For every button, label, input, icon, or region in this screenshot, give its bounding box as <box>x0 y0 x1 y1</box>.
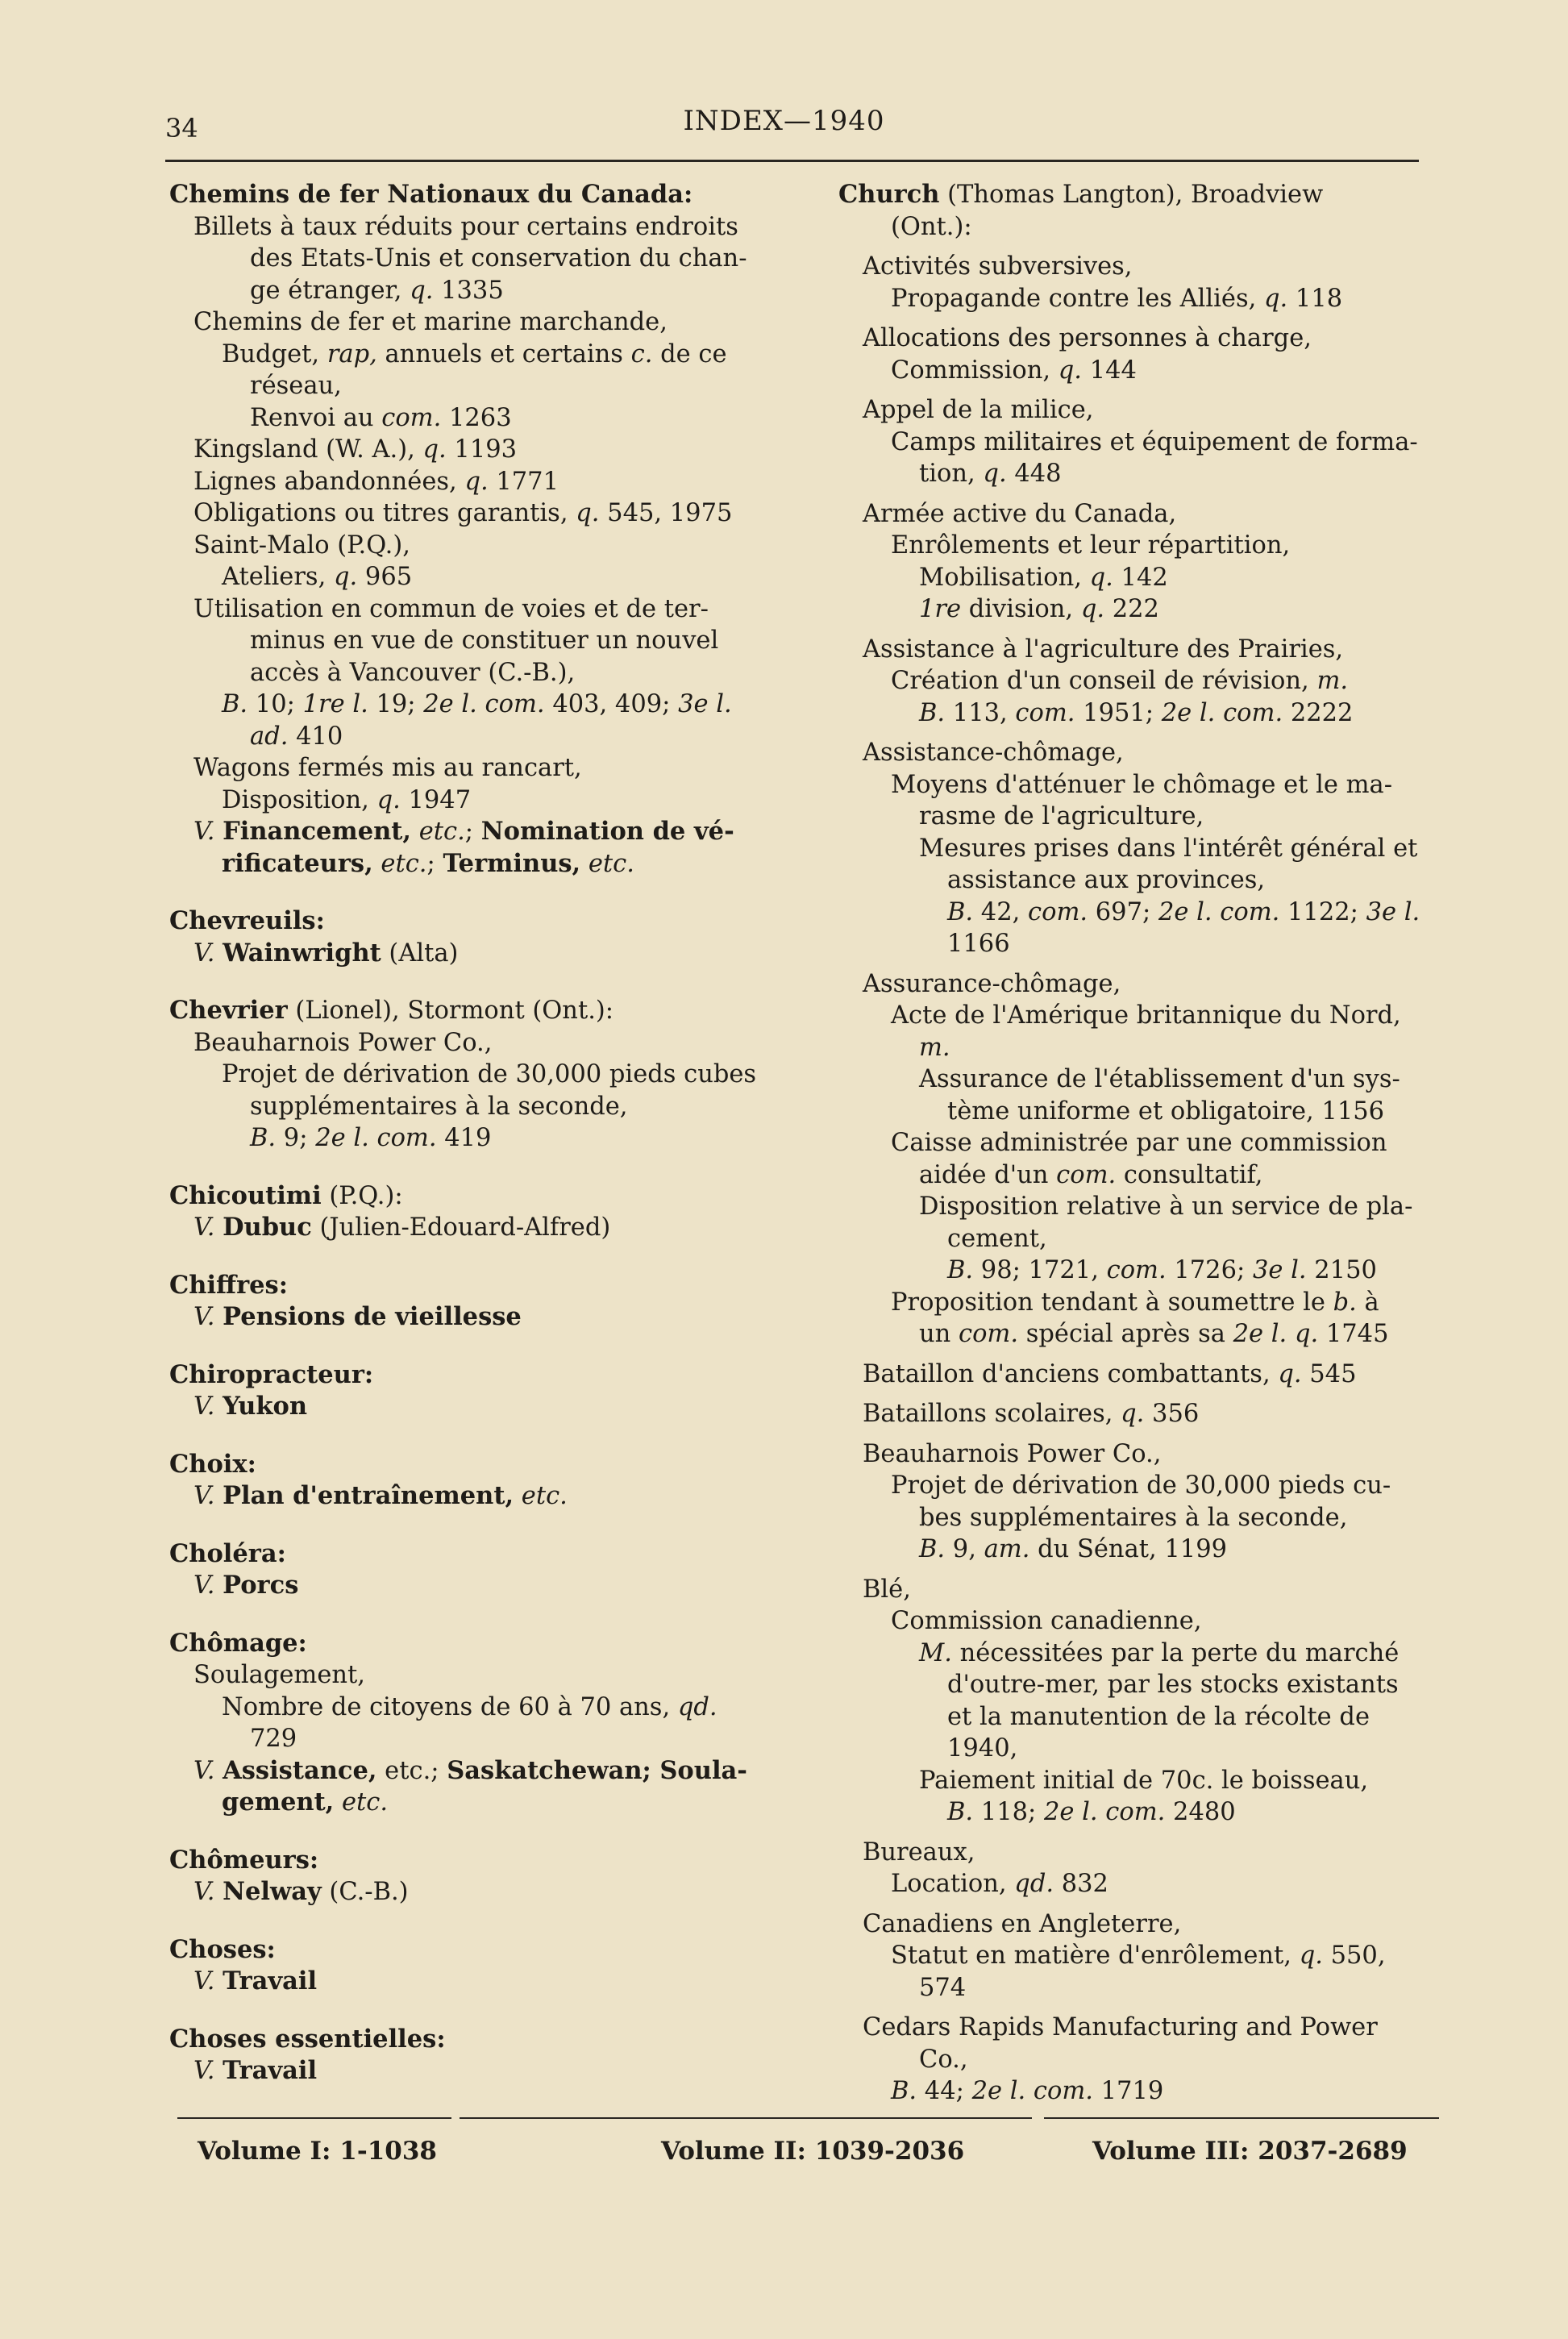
index-line: Assurance-chômage, <box>863 969 1121 998</box>
index-line: assistance aux provinces, <box>947 866 1266 894</box>
index-line: Camps militaires et équipement de forma- <box>891 427 1418 456</box>
index-line: supplémentaires à la seconde, <box>250 1092 628 1121</box>
index-entry <box>838 1837 1435 1900</box>
index-line: Mobilisation, q. 142 <box>919 563 1168 592</box>
index-line: Chômage: <box>169 1628 307 1658</box>
index-line: m. <box>919 1033 950 1062</box>
index-line: Choses: <box>169 1934 276 1964</box>
index-line: 574 <box>919 1973 967 2002</box>
index-line: gement, etc. <box>222 1788 389 1817</box>
index-line: Bataillons scolaires, q. 356 <box>863 1400 1200 1428</box>
index-line: Projet de dérivation de 30,000 pieds cubes <box>222 1060 757 1088</box>
index-line: Wagons fermés mis au rancart, <box>193 754 582 782</box>
index-line: Chemins de fer Nationaux du Canada: <box>169 180 693 209</box>
index-line: V. Pensions de vieillesse <box>193 1302 522 1331</box>
index-line: rasme de l'agriculture, <box>919 802 1204 830</box>
index-entry <box>169 995 790 1155</box>
index-entry <box>838 1438 1435 1566</box>
footer-volume-2: Volume II: 1039-2036 <box>661 2137 965 2166</box>
index-line: Church (Thomas Langton), Broadview <box>838 180 1324 209</box>
index-line: V. Yukon <box>193 1392 308 1421</box>
index-line: Assurance de l'établissement d'un sys- <box>919 1065 1400 1093</box>
index-line: Canadiens en Angleterre, <box>863 1909 1182 1938</box>
index-entry <box>838 323 1435 386</box>
index-line: Moyens d'atténuer le chômage et le ma- <box>891 770 1393 799</box>
index-line: Choléra: <box>169 1538 286 1568</box>
index-line: V. Dubuc (Julien-Edouard-Alfred) <box>193 1213 611 1242</box>
index-line: Ateliers, q. 965 <box>222 563 413 591</box>
index-line: 1940, <box>947 1734 1018 1763</box>
index-entry <box>169 2024 790 2087</box>
footer-rule-1 <box>177 2117 451 2119</box>
index-line: Location, qd. 832 <box>891 1870 1108 1898</box>
index-line: Obligations ou titres garantis, q. 545, 1975 <box>193 499 733 527</box>
index-line: M. nécessitées par la perte du marché <box>919 1638 1400 1667</box>
index-entry <box>169 1934 790 1998</box>
footer-volume-1: Volume I: 1-1038 <box>198 2137 437 2166</box>
index-line: V. Nelway (C.-B.) <box>193 1877 409 1906</box>
index-line: V. Travail <box>193 1967 318 1996</box>
index-entry <box>838 968 1435 1351</box>
index-line: Assistance-chômage, <box>863 739 1124 767</box>
index-line: Appel de la milice, <box>863 396 1094 424</box>
running-title: INDEX—1940 <box>683 105 885 137</box>
footer-volume-3: Volume III: 2037-2689 <box>1092 2137 1408 2166</box>
index-line: B. 118; 2e l. com. 2480 <box>947 1798 1236 1826</box>
index-entry <box>169 1449 790 1513</box>
index-line: Disposition relative à un service de pla- <box>919 1192 1413 1221</box>
index-line: Commission, q. 144 <box>891 356 1137 385</box>
index-line: B. 42, com. 697; 2e l. com. 1122; 3e l. <box>947 897 1420 926</box>
index-line: B. 98; 1721, com. 1726; 3e l. 2150 <box>947 1256 1377 1284</box>
index-entry <box>169 1180 790 1244</box>
index-line: Activités subversives, <box>863 252 1133 281</box>
index-line: minus en vue de constituer un nouvel <box>250 626 719 655</box>
index-line: rificateurs, etc.; Terminus, etc. <box>222 848 634 878</box>
index-line: 729 <box>250 1725 297 1753</box>
index-line: Saint-Malo (P.Q.), <box>193 531 410 560</box>
index-entry <box>169 1538 790 1602</box>
index-entry <box>169 1359 790 1423</box>
index-line: cement, <box>947 1224 1047 1253</box>
left-column <box>169 179 790 2113</box>
index-line: Choses essentielles: <box>169 2024 446 2054</box>
index-line: Renvoi au com. 1263 <box>250 403 512 432</box>
index-line: d'outre-mer, par les stocks existants <box>947 1671 1399 1699</box>
index-line: Acte de l'Amérique britannique du Nord, <box>891 1001 1401 1030</box>
index-line: Soulagement, <box>193 1661 365 1689</box>
header-rule <box>165 160 1419 162</box>
index-line: Chevrier (Lionel), Stormont (Ont.): <box>169 996 614 1025</box>
index-entry <box>169 1845 790 1908</box>
index-line: Caisse administrée par une commission <box>891 1129 1387 1157</box>
index-line: Cedars Rapids Manufacturing and Power <box>863 2013 1378 2041</box>
index-line: Chiropracteur: <box>169 1359 374 1389</box>
index-line: Commission canadienne, <box>891 1607 1202 1635</box>
index-line: Statut en matière d'enrôlement, q. 550, <box>891 1942 1386 1970</box>
index-line: Création d'un conseil de révision, m. <box>891 667 1349 695</box>
index-entry <box>838 1908 1435 2004</box>
index-line: Assistance à l'agriculture des Prairies, <box>863 635 1344 664</box>
index-line: ge étranger, q. 1335 <box>250 276 504 305</box>
index-line: Choix: <box>169 1449 256 1479</box>
index-line: Paiement initial de 70c. le boisseau, <box>919 1766 1369 1795</box>
index-line: Budget, rap, annuels et certains c. de ce <box>222 339 727 368</box>
index-line: B. 9, am. du Sénat, 1199 <box>919 1535 1228 1563</box>
index-line: accès à Vancouver (C.-B.), <box>250 658 576 687</box>
index-line: Chemins de fer et marine marchande, <box>193 308 668 336</box>
footer-rule-2 <box>460 2117 1032 2119</box>
index-entry <box>169 1270 790 1334</box>
index-entry <box>838 1398 1435 1430</box>
index-line: et la manutention de la récolte de <box>947 1702 1370 1731</box>
index-line: des Etats-Unis et conservation du chan- <box>250 244 747 273</box>
index-entry <box>838 2012 1435 2108</box>
index-entry <box>838 179 1435 243</box>
index-line: V. Porcs <box>193 1571 299 1600</box>
index-line: B. 9; 2e l. com. 419 <box>250 1124 492 1152</box>
index-entry <box>838 737 1435 960</box>
index-line: Propagande contre les Alliés, q. 118 <box>891 284 1343 313</box>
page-number: 34 <box>165 113 198 144</box>
index-line: ad. 410 <box>250 722 343 751</box>
right-column <box>838 179 1435 2116</box>
index-line: 1re division, q. 222 <box>919 595 1159 623</box>
index-line: Projet de dérivation de 30,000 pieds cu- <box>891 1471 1391 1500</box>
footer-rule-3 <box>1044 2117 1439 2119</box>
index-line: V. Travail <box>193 2056 318 2085</box>
index-entry <box>838 1574 1435 1829</box>
index-line: Nombre de citoyens de 60 à 70 ans, qd. <box>222 1692 717 1721</box>
index-line: (Ont.): <box>891 212 972 241</box>
index-entry <box>169 179 790 880</box>
index-line: Armée active du Canada, <box>863 499 1177 528</box>
index-line: Beauharnois Power Co., <box>863 1439 1162 1468</box>
index-line: Kingsland (W. A.), q. 1193 <box>193 435 518 464</box>
index-entry <box>838 634 1435 730</box>
index-line: Proposition tendant à soumettre le b. à <box>891 1288 1379 1317</box>
index-line: Mesures prises dans l'intérêt général et <box>919 834 1418 863</box>
index-line: Utilisation en commun de voies et de ter- <box>193 594 709 623</box>
index-line: aidée d'un com. consultatif, <box>919 1160 1263 1189</box>
index-entry <box>838 498 1435 626</box>
index-line: Beauharnois Power Co., <box>193 1028 493 1057</box>
index-line: un com. spécial après sa 2e l. q. 1745 <box>919 1320 1389 1348</box>
index-entry <box>838 394 1435 490</box>
index-line: Chômeurs: <box>169 1845 319 1875</box>
index-line: réseau, <box>250 372 342 400</box>
index-line: 1166 <box>947 930 1010 958</box>
index-line: V. Financement, etc.; Nomination de vé- <box>193 817 734 846</box>
index-line: Blé, <box>863 1575 911 1604</box>
index-line: bes supplémentaires à la seconde, <box>919 1503 1348 1532</box>
index-entry <box>169 905 790 969</box>
index-line: V. Plan d'entraînement, etc. <box>193 1481 568 1510</box>
index-line: Chicoutimi (P.Q.): <box>169 1180 403 1210</box>
index-line: Bureaux, <box>863 1837 975 1867</box>
index-line: Chevreuils: <box>169 906 325 935</box>
index-entry <box>838 251 1435 314</box>
index-line: Allocations des personnes à charge, <box>863 324 1312 352</box>
index-line: Enrôlements et leur répartition, <box>891 531 1291 560</box>
index-line: Co., <box>919 2045 968 2074</box>
index-line: Bataillon d'anciens combattants, q. 545 <box>863 1359 1357 1388</box>
index-line: Chiffres: <box>169 1270 288 1300</box>
index-line: B. 10; 1re l. 19; 2e l. com. 403, 409; 3e l. <box>222 690 732 718</box>
index-line: B. 113, com. 1951; 2e l. com. 2222 <box>919 698 1354 727</box>
index-line: V. Assistance, etc.; Saskatchewan; Soula- <box>193 1755 747 1785</box>
index-entry <box>838 1359 1435 1391</box>
index-line: tème uniforme et obligatoire, 1156 <box>947 1097 1385 1126</box>
index-line: Billets à taux réduits pour certains endroits <box>193 212 738 241</box>
index-line: V. Wainwright (Alta) <box>193 938 459 968</box>
index-line: Lignes abandonnées, q. 1771 <box>193 467 559 496</box>
index-line: Disposition, q. 1947 <box>222 785 472 814</box>
index-line: B. 44; 2e l. com. 1719 <box>891 2077 1164 2105</box>
index-line: tion, q. 448 <box>919 460 1062 488</box>
index-entry <box>169 1628 790 1819</box>
